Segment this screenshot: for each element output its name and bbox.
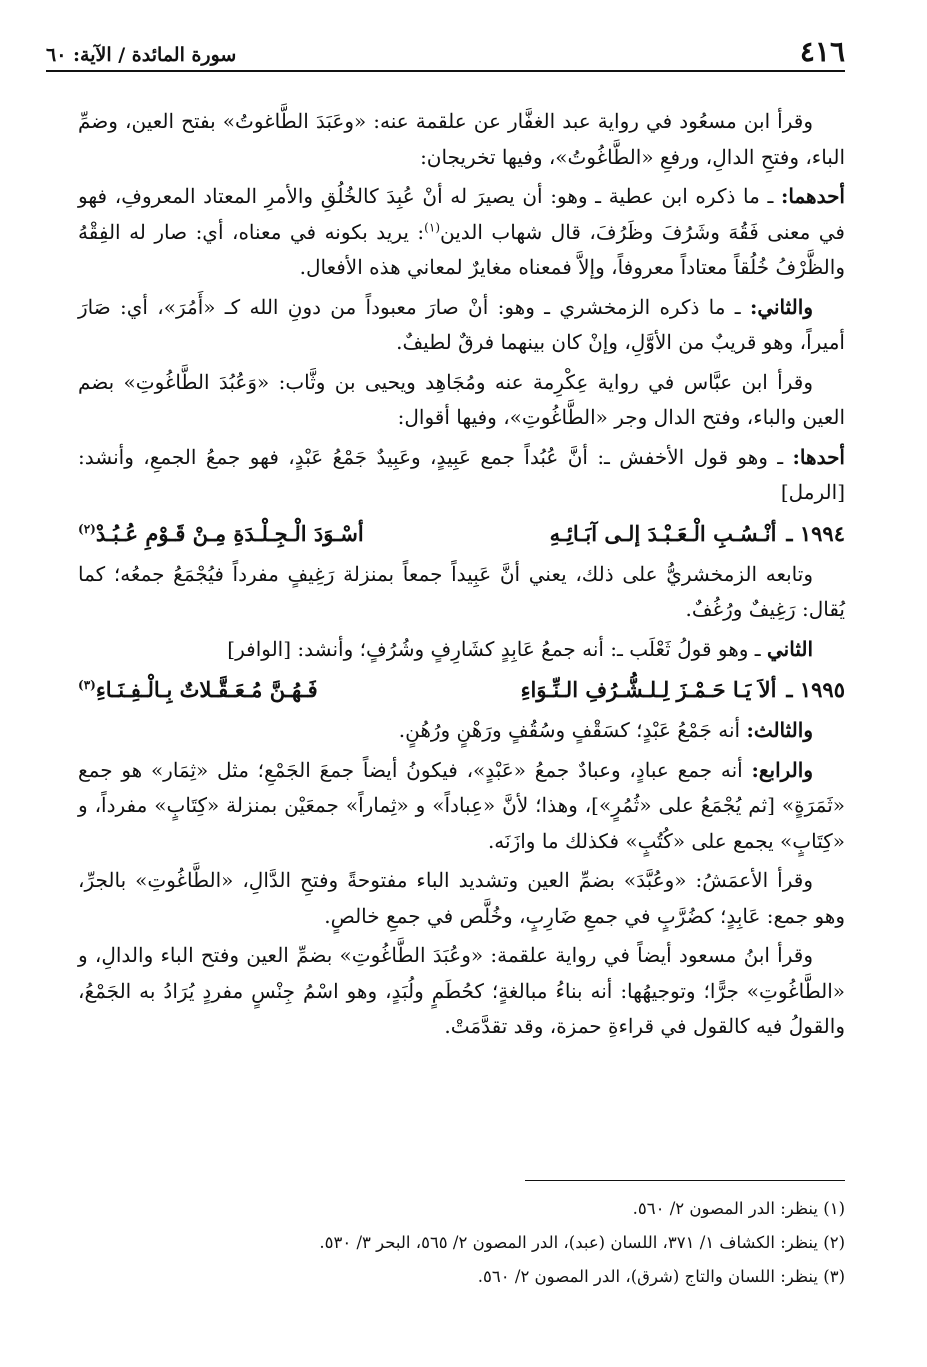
paragraph-3 (78, 290, 845, 361)
paragraph-1: وقرأ ابن مسعُود في رواية عبد الغفَّار عن علقمة عنه: «وعَبَدَ الطَّاغوتُ» بفتح العين، وضمِّ الباء، وفتحِ الدالِ، ورفعِ «الطَّاغُوتُ»، وفيها تخريجان: (78, 109, 845, 169)
footnote-ref-3[interactable]: (٣) (78, 678, 96, 692)
paragraph-5-text: ـ وهو قول الأخفش ـ: أنَّ عُبُداً جمع عَبِيدٍ، وعَبِيدٌ جَمْعُ عَبْدٍ، فهو جمعُ الجمعِ، وأنشد: (78, 444, 793, 469)
paragraph-11: وقرأ ابنُ مسعود أيضاً في رواية علقمة: «وعُبَدَ الطَّاغُوتِ» بضمِّ العين وفتح الباء والدالِ، و «الطَّاغُوتِ» جرًّا؛ وتوجيهُها: أنه بناءُ مبالغةٍ؛ كحُطَمٍ ولُبَدٍ، وهو اسْمُ جِنْسٍ مفردٍ يُرَادُ به الجَمْعُ، والقولُ فيه كالقول في قراءةِ حمزة، وقد تقدَّمَتْ. (78, 943, 845, 1038)
paragraph-2-text: ـ ما ذكره ابن عطية ـ وهو: أن يصيرَ له أنْ عُبِدَ كالخُلُقِ والأمرِ المعتاد المعروفِ، فهو في معنى فَقُهَ وشَرُفَ وظَرُفَ، قال شهاب الدين (78, 184, 845, 244)
page-header (46, 34, 845, 72)
verse-1994-second-hemistich (78, 514, 427, 554)
paragraph-7-lead: الثاني (766, 636, 813, 661)
page-number: ٤١٦ (799, 35, 845, 68)
paragraph-4: وقرأ ابن عبَّاس في رواية عِكْرِمة عنه ومُجَاهِد ويحيى بن وثَّاب: «وَعُبُدَ الطَّاغُوتِ» بضم العين والباء، وفتح الدال وجر «الطَّاغُوتِ»، وفيها أقوال: (78, 369, 845, 429)
verse-1995-second-text: فَـهُـنَّ مُـعَـقَّـلاتٌ بِـالْـفِـنَـاءِ (95, 677, 318, 702)
paragraph-2 (78, 179, 845, 286)
paragraph-2-lead: أحدهما: (780, 184, 845, 208)
footnote-ref-2[interactable]: (٢) (78, 521, 96, 536)
paragraph-9-lead: والرابع: (751, 757, 813, 782)
verse-1994-first-hemistich: أنْـسُـبِ الْـعَـبْـدَ إلـى آبَـائِـهِ (549, 520, 777, 546)
paragraph-3-lead: والثاني: (749, 294, 813, 319)
paragraph-5 (78, 440, 845, 511)
footnote-separator (525, 1180, 845, 1181)
verse-1994-second-text: أسْـوَدَ الْـجِـلْـدَةِ مِـنْ قَـوْمِ عُـبُـدْ (95, 520, 364, 546)
paragraph-7-text: ـ وهو قولُ ثَعْلَب ـ: أنه جمعُ عَابِدٍ كشَارِفٍ وشُرُفٍ؛ وأنشد: (291, 636, 767, 661)
paragraph-7-meter: [الوافر] (227, 636, 292, 661)
running-title: سورة المائدة / الآية: ٦٠ (46, 44, 237, 66)
verse-1995-second-hemistich (78, 670, 427, 710)
paragraph-7 (78, 632, 845, 668)
paragraph-9 (78, 753, 845, 860)
footnote-3: (٣) ينظر: اللسان والتاج (شرق)، الدر المصون ٢/ ٥٦٠. (477, 1267, 845, 1286)
verse-1995-number: ١٩٩٥ ـ (786, 677, 845, 702)
paragraph-8-lead: والثالث: (746, 718, 813, 742)
verse-1995 (78, 670, 845, 710)
paragraph-8-text: أنه جَمْعُ عَبْدٍ؛ كسَقْفٍ وسُقُفٍ ورَهْنٍ ورُهُنٍ. (398, 718, 747, 742)
paragraph-6: وتابعه الزمخشريُّ على ذلك، يعني أنَّ عَبِيداً جمعاً بمنزلة رَغِيفٍ مفرداً فيُجْمَعُ جمعُه؛ كما يُقال: رَغِيفٌ ورُغُفٌ. (78, 561, 845, 621)
footnote-ref-1[interactable]: (١) (424, 219, 440, 234)
paragraph-2-tail: : يريد بكونه في معناه، أي: صار له الفِقْهُ والظَّرْفُ خُلُقاً معتاداً معروفاً، وإلاَّ فمعناه مغايرٌ لمعاني هذه الأفعال. (78, 219, 845, 279)
paragraph-5-meter: [الرمل] (780, 480, 845, 504)
paragraph-3-text: ـ ما ذكره الزمخشري ـ وهو: أنْ صارَ معبوداً من دونِ الله كـ «أَمُرَ»، أي: صَارَ أميراً، وهو قريبٌ من الأوَّلِ، وإنْ كان بينهما فرقٌ لطيفٌ. (78, 294, 845, 354)
footnote-2: (٢) ينظر: الكشاف ١/ ٣٧١، اللسان (عبد)، الدر المصون ٢/ ٥٦٥، البحر ٣/ ٥٣٠. (319, 1233, 845, 1252)
paragraph-10: وقرأ الأعمَشُ: «وعُبَّدَ» بضمِّ العين وتشديد الباء مفتوحةً وفتحِ الدَّالِ، «الطَّاغُوتِ» بالجرِّ، وهو جمع: عَابِدٍ؛ كضُرَّبٍ في جمعِ ضَارِبٍ، وخُلَّص في جمعِ خالصٍ. (78, 868, 845, 928)
paragraph-5-lead: أحدها: (792, 444, 845, 469)
verse-1994-number: ١٩٩٤ ـ (786, 520, 845, 546)
verse-1995-first-hemistich: ألاَ يَـا حَـمْـزَ لِـلـشُّـرُفِ الـنِّـوَاءِ (520, 677, 777, 702)
paragraph-9-text: أنه جمع عبادٍ، وعبادٌ جمعُ «عَبْدٍ»، فيكونُ أيضاً جمعَ الجَمْعِ؛ مثل «ثِمَار» هو جمع «ثَمَرَةٍ» [ثم يُجْمَعُ على «ثُمُرٍ»]، وهذا؛ لأنَّ «عِباداً» و «ثِماراً» جمعَيْن بمنزلة «كِتَابٍ» مفرداً، و «كِتَابٍ» يجمع على «كُتُبٍ» فكذلك ما وازَنَه. (78, 757, 845, 853)
paragraph-8 (78, 713, 845, 749)
footnote-1: (١) ينظر: الدر المصون ٢/ ٥٦٠. (632, 1199, 845, 1218)
main-text (78, 104, 845, 1045)
footnotes (78, 1192, 845, 1294)
verse-1994 (78, 514, 845, 554)
